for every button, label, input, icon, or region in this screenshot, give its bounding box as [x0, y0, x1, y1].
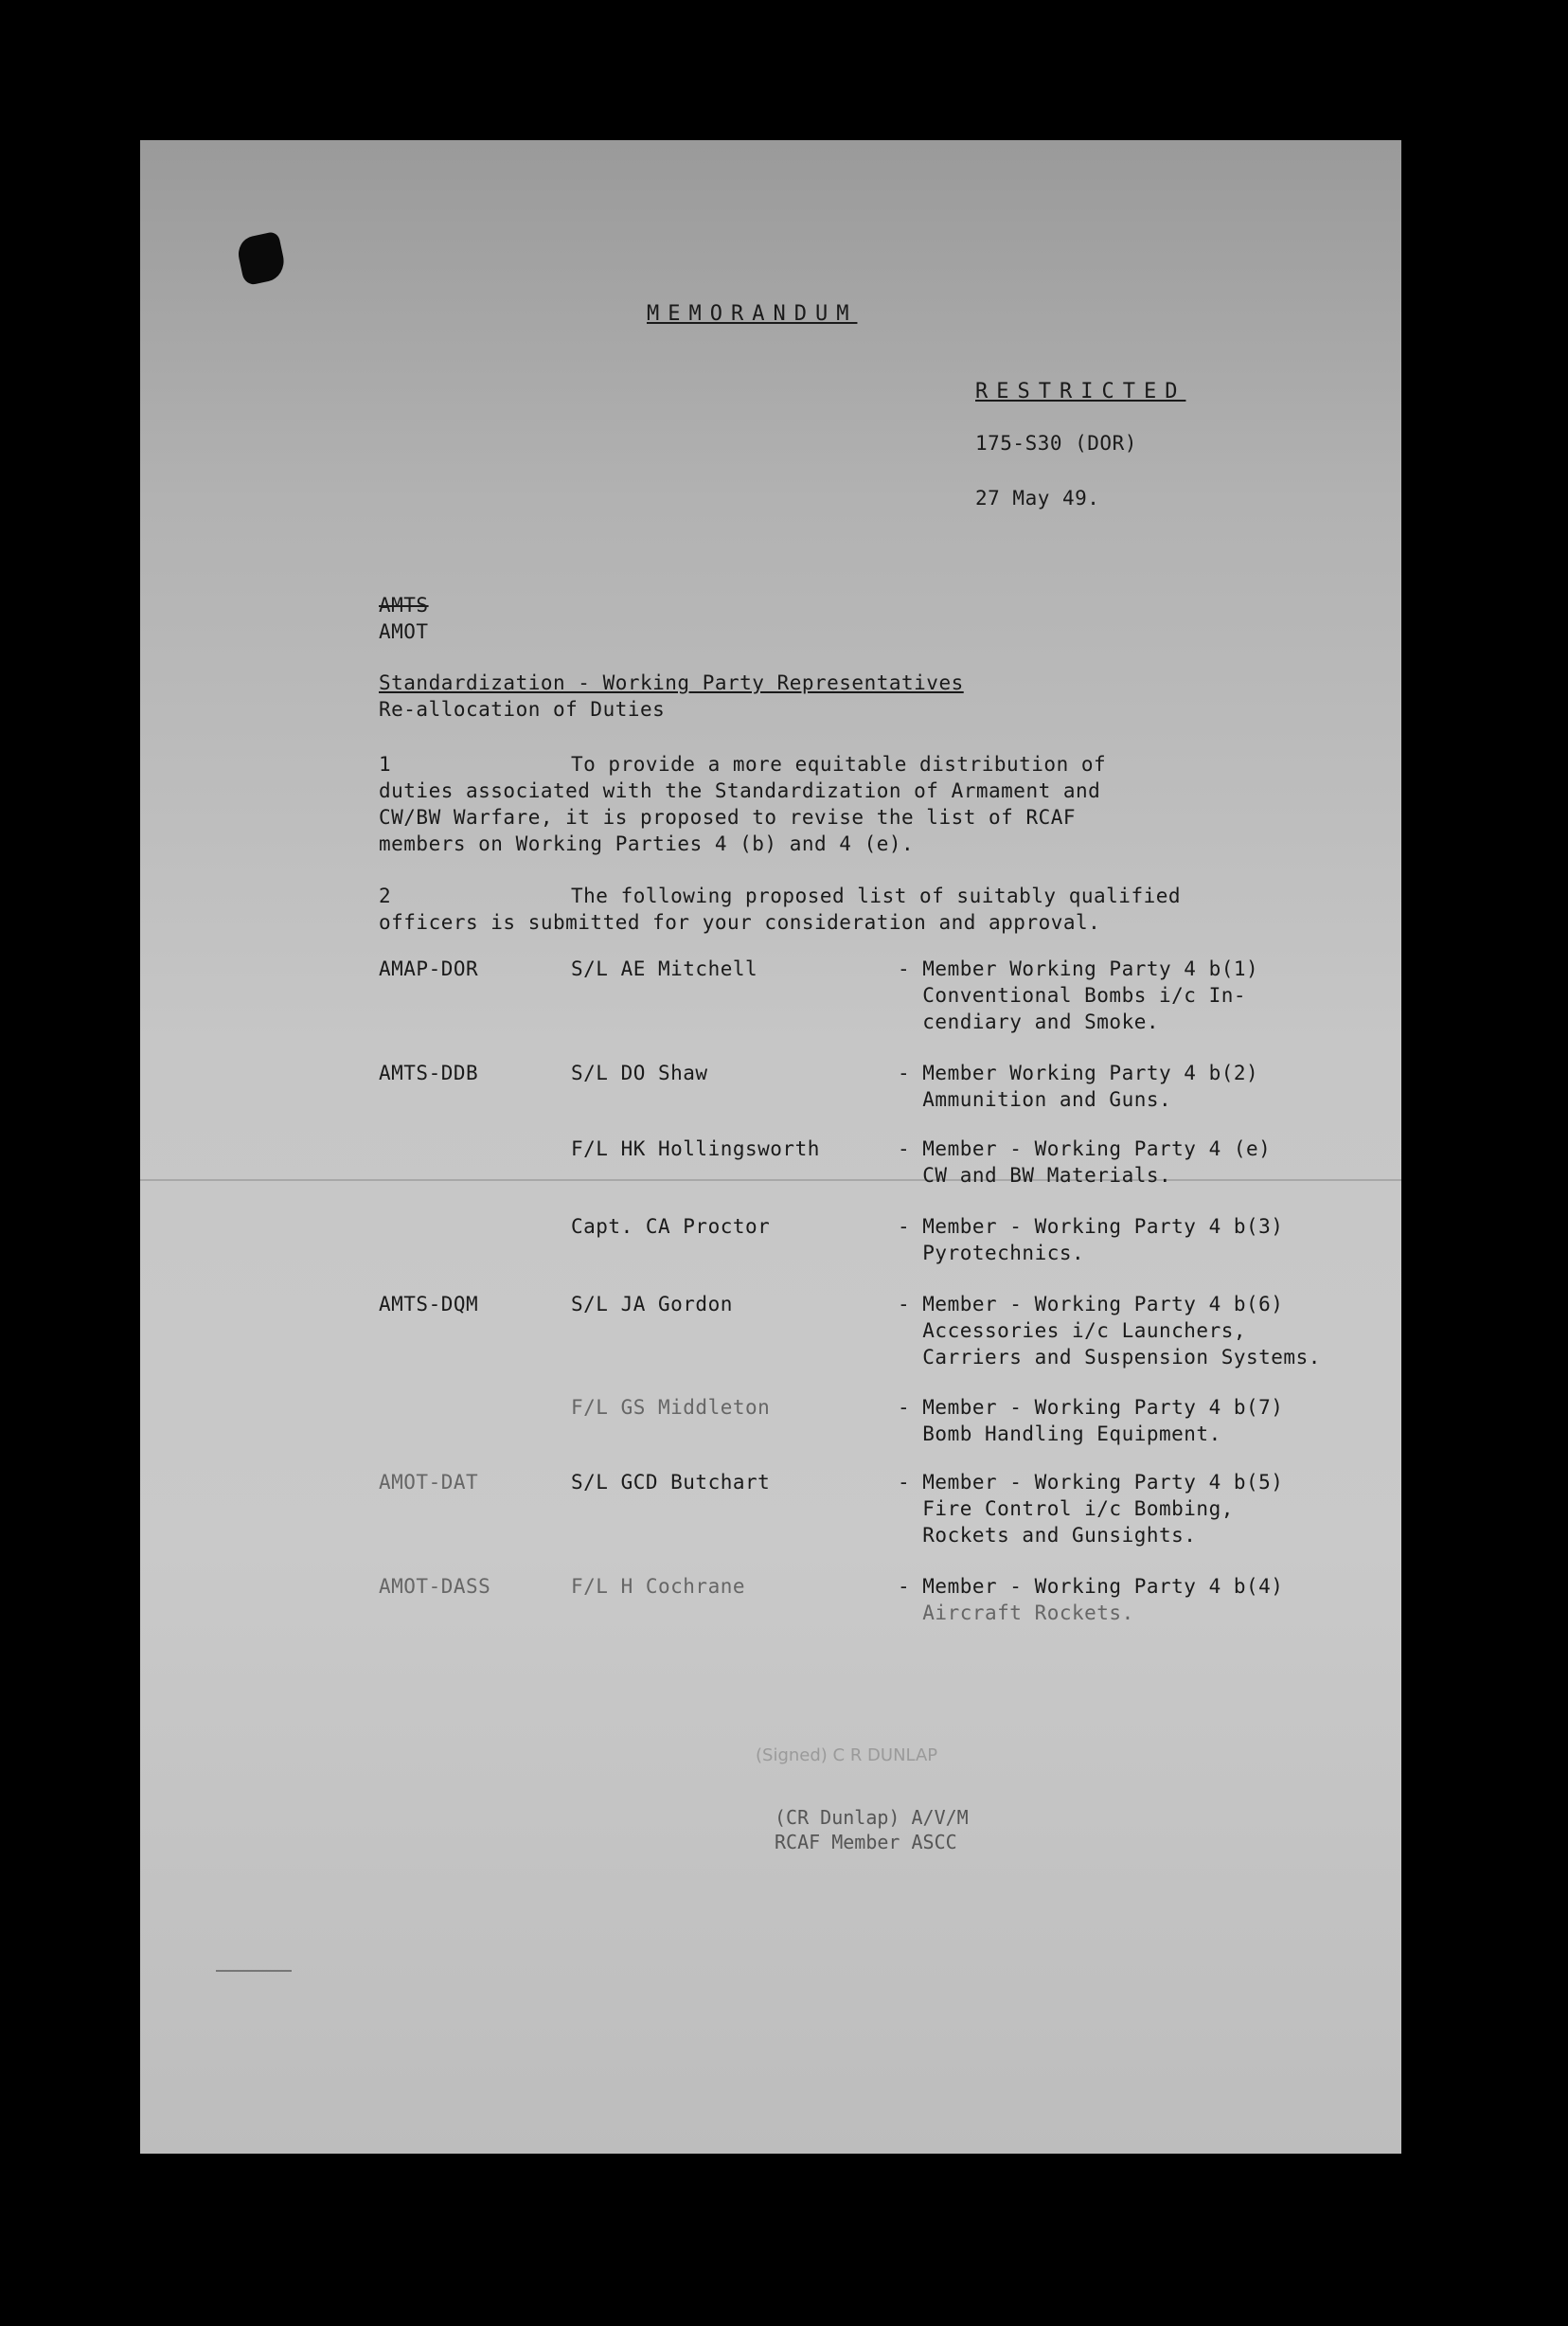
- file-reference: 175-S30 (DOR): [975, 432, 1137, 455]
- assignment-duty: Accessories i/c Launchers,: [898, 1319, 1247, 1342]
- addressee: AMOT: [379, 620, 429, 643]
- assignment-duty: - Member - Working Party 4 b(4): [898, 1575, 1284, 1598]
- assignment-duty: - Member Working Party 4 b(1): [898, 957, 1259, 980]
- assignment-duty: Bomb Handling Equipment.: [898, 1422, 1221, 1445]
- paragraph-line: members on Working Parties 4 (b) and 4 (e).: [379, 832, 915, 855]
- assignment-duty: Pyrotechnics.: [898, 1242, 1085, 1264]
- assignment-duty: cendiary and Smoke.: [898, 1011, 1160, 1033]
- paragraph-number: 2: [379, 885, 392, 907]
- assignment-officer: S/L GCD Butchart: [571, 1471, 771, 1494]
- assignment-duty: - Member - Working Party 4 b(3): [898, 1215, 1284, 1238]
- assignment-duty: Fire Control i/c Bombing,: [898, 1497, 1234, 1520]
- margin-mark: [216, 1970, 292, 1972]
- assignment-officer: F/L GS Middleton: [571, 1396, 771, 1419]
- assignment-duty: - Member - Working Party 4 b(6): [898, 1293, 1284, 1315]
- assignment-officer: F/L HK Hollingsworth: [571, 1137, 820, 1160]
- assignment-dept: AMAP-DOR: [379, 957, 479, 980]
- page-fold-line: [140, 1179, 1401, 1181]
- memo-title: MEMORANDUM: [647, 302, 858, 326]
- assignment-officer: Capt. CA Proctor: [571, 1215, 771, 1238]
- assignment-dept: AMTS-DQM: [379, 1293, 479, 1315]
- assignment-duty: Ammunition and Guns.: [898, 1088, 1172, 1111]
- addressee-struck: AMTS: [379, 594, 429, 617]
- classification-marking: RESTRICTED: [975, 380, 1186, 403]
- assignment-duty: Aircraft Rockets.: [898, 1601, 1134, 1624]
- assignment-dept: AMOT-DASS: [379, 1575, 491, 1598]
- assignment-officer: S/L JA Gordon: [571, 1293, 733, 1315]
- paragraph-line: duties associated with the Standardization of Armament and: [379, 779, 1101, 802]
- assignment-dept: AMOT-DAT: [379, 1471, 479, 1494]
- subject-subline: Re-allocation of Duties: [379, 698, 666, 721]
- paragraph-line: The following proposed list of suitably qualified: [571, 885, 1182, 907]
- assignment-duty: Conventional Bombs i/c In-: [898, 984, 1247, 1007]
- paragraph-line: To provide a more equitable distribution of: [571, 753, 1107, 776]
- assignment-duty: Carriers and Suspension Systems.: [898, 1346, 1321, 1369]
- ink-blot: [235, 231, 287, 286]
- signature-stamp: (Signed) C R DUNLAP: [756, 1745, 938, 1765]
- assignment-duty: - Member Working Party 4 b(2): [898, 1062, 1259, 1084]
- memo-page: [140, 140, 1401, 2154]
- memo-date: 27 May 49.: [975, 487, 1100, 510]
- assignment-duty: Rockets and Gunsights.: [898, 1524, 1197, 1547]
- paragraph-number: 1: [379, 753, 392, 776]
- signatory-title: RCAF Member ASCC: [775, 1831, 957, 1853]
- subject-line: Standardization - Working Party Representatives: [379, 671, 964, 694]
- assignment-officer: F/L H Cochrane: [571, 1575, 746, 1598]
- paragraph-line: officers is submitted for your consideration and approval.: [379, 911, 1101, 934]
- assignment-duty: CW and BW Materials.: [898, 1164, 1172, 1187]
- assignment-dept: AMTS-DDB: [379, 1062, 479, 1084]
- assignment-duty: - Member - Working Party 4 b(7): [898, 1396, 1284, 1419]
- assignment-duty: - Member - Working Party 4 b(5): [898, 1471, 1284, 1494]
- assignment-officer: S/L DO Shaw: [571, 1062, 708, 1084]
- signatory-name: (CR Dunlap) A/V/M: [775, 1806, 969, 1829]
- paragraph-line: CW/BW Warfare, it is proposed to revise the list of RCAF: [379, 806, 1077, 829]
- assignment-duty: - Member - Working Party 4 (e): [898, 1137, 1272, 1160]
- assignment-officer: S/L AE Mitchell: [571, 957, 758, 980]
